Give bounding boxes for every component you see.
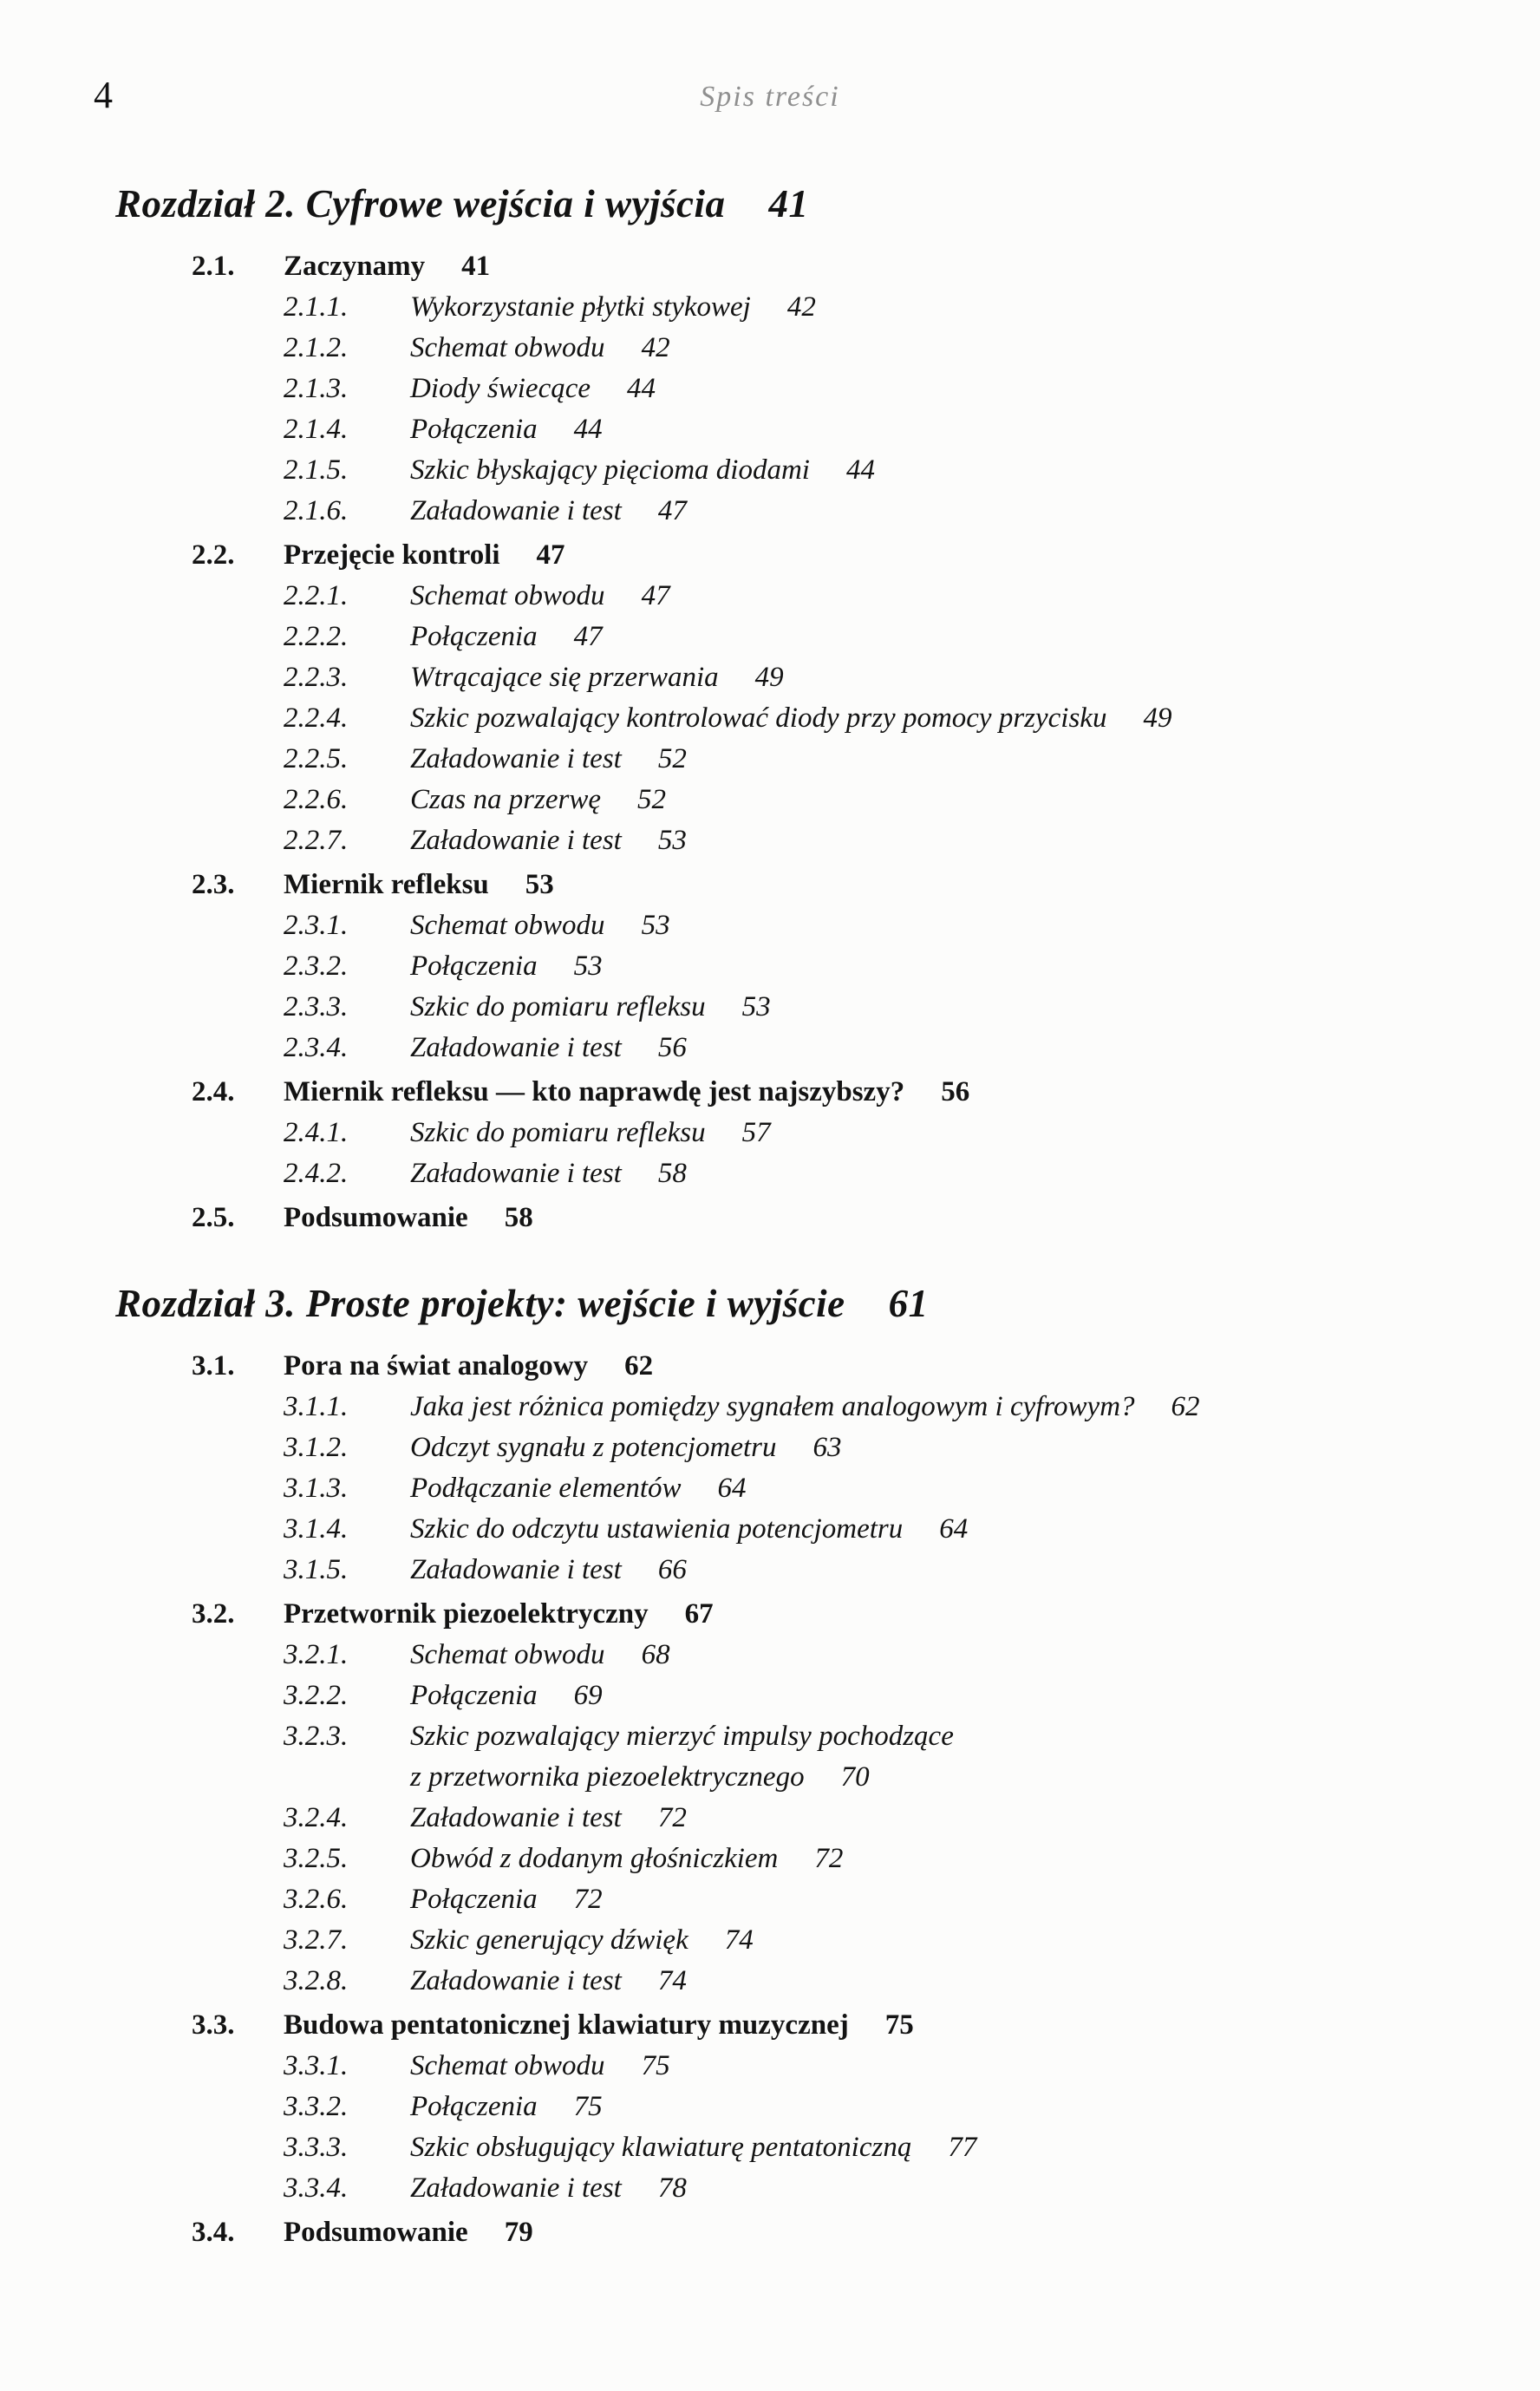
entry-page-number: 77 bbox=[948, 2132, 977, 2163]
entry-number: 2.2. bbox=[192, 539, 235, 571]
entry-title: Szkic obsługujący klawiaturę pentatoniczną 77 bbox=[410, 2132, 977, 2163]
entry-number: 3.4. bbox=[192, 2217, 235, 2248]
entry-title: Załadowanie i test 78 bbox=[410, 2172, 687, 2204]
toc-subsection-entry bbox=[0, 328, 1540, 369]
entry-page-number: 47 bbox=[657, 495, 687, 526]
entry-title: Pora na świat analogowy 62 bbox=[284, 1350, 654, 1382]
toc-subsection-entry bbox=[0, 1028, 1540, 1068]
toc-subsection-entry bbox=[0, 1961, 1540, 2002]
entry-page-number: 49 bbox=[1143, 702, 1172, 734]
entry-number: 2.5. bbox=[192, 1202, 235, 1233]
entry-number: 2.2.1. bbox=[284, 580, 349, 611]
entry-page-number: 74 bbox=[657, 1965, 687, 1996]
entry-page-number: 64 bbox=[717, 1473, 747, 1504]
toc-subsection-entry bbox=[0, 1387, 1540, 1427]
toc-section-entry bbox=[0, 1198, 1540, 1238]
entry-number: 2.3.3. bbox=[284, 991, 349, 1022]
entry-number: 3.1.1. bbox=[284, 1391, 349, 1422]
entry-title: Załadowanie i test 53 bbox=[410, 825, 687, 856]
entry-number: 3.2.3. bbox=[284, 1721, 349, 1752]
entry-title: Schemat obwodu 47 bbox=[410, 580, 670, 611]
toc-subsection-entry bbox=[0, 2046, 1540, 2087]
toc-subsection-entry bbox=[0, 409, 1540, 450]
entry-number: 2.3.1. bbox=[284, 910, 349, 941]
toc-subsection-entry bbox=[0, 987, 1540, 1028]
toc-subsection-entry bbox=[0, 617, 1540, 657]
entry-page-number: 67 bbox=[684, 1598, 714, 1630]
entry-number: 2.2.7. bbox=[284, 825, 349, 856]
entry-title: Połączenia 75 bbox=[410, 2091, 603, 2122]
chapter-entries bbox=[0, 1346, 1540, 2253]
entry-title: Przejęcie kontroli 47 bbox=[284, 539, 565, 571]
toc-section-entry bbox=[0, 865, 1540, 905]
entry-number: 3.2.7. bbox=[284, 1924, 349, 1956]
toc-subsection-entry bbox=[0, 1509, 1540, 1550]
entry-page-number: 75 bbox=[573, 2091, 603, 2122]
toc-subsection-entry bbox=[0, 698, 1540, 739]
entry-page-number: 49 bbox=[754, 662, 784, 693]
entry-page-number: 47 bbox=[641, 580, 670, 611]
entry-title: Podsumowanie 79 bbox=[284, 2217, 533, 2248]
entry-page-number: 79 bbox=[504, 2217, 533, 2248]
entry-title: Załadowanie i test 66 bbox=[410, 1554, 687, 1585]
entry-title: Wykorzystanie płytki stykowej 42 bbox=[410, 291, 816, 323]
entry-page-number: 42 bbox=[786, 291, 816, 323]
toc-section-entry bbox=[0, 1072, 1540, 1113]
entry-title: Połączenia 53 bbox=[410, 951, 603, 982]
entry-number: 3.3. bbox=[192, 2009, 235, 2041]
toc-subsection-entry bbox=[0, 1550, 1540, 1591]
entry-title: Szkic do pomiaru refleksu 57 bbox=[410, 1117, 771, 1148]
chapter-page-number: 61 bbox=[888, 1282, 929, 1325]
entry-number: 2.2.5. bbox=[284, 743, 349, 774]
entry-page-number: 47 bbox=[536, 539, 565, 571]
entry-page-number: 74 bbox=[724, 1924, 754, 1956]
toc-subsection-entry bbox=[0, 1798, 1540, 1839]
entry-number: 3.3.3. bbox=[284, 2132, 349, 2163]
entry-title: Załadowanie i test 52 bbox=[410, 743, 687, 774]
entry-title: Połączenia 44 bbox=[410, 414, 603, 445]
entry-title: Szkic do pomiaru refleksu 53 bbox=[410, 991, 771, 1022]
entry-number: 3.2. bbox=[192, 1598, 235, 1630]
entry-page-number: 62 bbox=[624, 1350, 654, 1382]
entry-page-number: 70 bbox=[840, 1761, 870, 1793]
entry-number: 3.2.6. bbox=[284, 1884, 349, 1915]
entry-number: 2.1.6. bbox=[284, 495, 349, 526]
entry-page-number: 57 bbox=[741, 1117, 771, 1148]
entry-number: 3.2.2. bbox=[284, 1680, 349, 1711]
entry-page-number: 56 bbox=[657, 1032, 687, 1063]
toc-subsection-entry bbox=[0, 905, 1540, 946]
entry-title: Szkic błyskający pięcioma diodami 44 bbox=[410, 454, 875, 486]
entry-page-number: 69 bbox=[573, 1680, 603, 1711]
toc-subsection-entry bbox=[0, 2168, 1540, 2209]
entry-page-number: 72 bbox=[657, 1802, 687, 1833]
entry-page-number: 64 bbox=[939, 1513, 969, 1545]
toc-subsection-entry bbox=[0, 1920, 1540, 1961]
entry-number: 3.1. bbox=[192, 1350, 235, 1382]
toc-subsection-entry bbox=[0, 287, 1540, 328]
entry-number: 3.2.5. bbox=[284, 1843, 349, 1874]
toc-subsection-entry bbox=[0, 1879, 1540, 1920]
entry-page-number: 58 bbox=[504, 1202, 533, 1233]
chapter-2-section bbox=[0, 180, 1540, 1238]
toc-subsection-entry bbox=[0, 780, 1540, 820]
running-head bbox=[0, 76, 1540, 116]
entry-page-number: 53 bbox=[525, 869, 554, 900]
entry-page-number: 68 bbox=[641, 1639, 670, 1670]
toc-section-entry bbox=[0, 246, 1540, 287]
entry-page-number: 66 bbox=[657, 1554, 687, 1585]
toc-subsection-entry bbox=[0, 1153, 1540, 1194]
entry-title: Załadowanie i test 74 bbox=[410, 1965, 687, 1996]
entry-number: 2.2.6. bbox=[284, 784, 349, 815]
toc-section-entry bbox=[0, 535, 1540, 576]
entry-page-number: 52 bbox=[637, 784, 667, 815]
toc-subsection-entry bbox=[0, 450, 1540, 491]
page-number: 4 bbox=[94, 74, 114, 116]
chapter-entries bbox=[0, 246, 1540, 1238]
entry-page-number: 53 bbox=[741, 991, 771, 1022]
entry-number: 3.3.4. bbox=[284, 2172, 349, 2204]
entry-title: Obwód z dodanym głośniczkiem 72 bbox=[410, 1843, 844, 1874]
entry-number: 2.1.1. bbox=[284, 291, 349, 323]
entry-title: Podsumowanie 58 bbox=[284, 1202, 533, 1233]
entry-number: 3.3.2. bbox=[284, 2091, 349, 2122]
entry-page-number: 53 bbox=[657, 825, 687, 856]
entry-number: 3.1.3. bbox=[284, 1473, 349, 1504]
entry-page-number: 52 bbox=[657, 743, 687, 774]
entry-title: Wtrącające się przerwania 49 bbox=[410, 662, 784, 693]
entry-title: Jaka jest różnica pomiędzy sygnałem analogowym i cyfrowym? 62 bbox=[410, 1391, 1200, 1422]
entry-title: Załadowanie i test 47 bbox=[410, 495, 687, 526]
entry-number: 3.3.1. bbox=[284, 2050, 349, 2081]
entry-page-number: 44 bbox=[573, 414, 603, 445]
toc-subsection-entry bbox=[0, 2127, 1540, 2168]
entry-title: Czas na przerwę 52 bbox=[410, 784, 667, 815]
entry-number: 2.1.5. bbox=[284, 454, 349, 486]
toc-subsection-entry bbox=[0, 739, 1540, 780]
entry-title: Szkic generujący dźwięk 74 bbox=[410, 1924, 754, 1956]
entry-page-number: 53 bbox=[641, 910, 670, 941]
entry-title: Schemat obwodu 75 bbox=[410, 2050, 670, 2081]
entry-number: 3.1.4. bbox=[284, 1513, 349, 1545]
toc-section-entry bbox=[0, 2005, 1540, 2046]
toc-subsection-entry bbox=[0, 2087, 1540, 2127]
entry-title: Odczyt sygnału z potencjometru 63 bbox=[410, 1432, 842, 1463]
chapter-title: Rozdział 2. Cyfrowe wejścia i wyjścia bbox=[115, 182, 726, 225]
toc-subsection-entry bbox=[0, 1427, 1540, 1468]
entry-title: Schemat obwodu 42 bbox=[410, 332, 670, 363]
entry-title: Szkic pozwalający kontrolować diody przy pomocy przycisku 49 bbox=[410, 702, 1172, 734]
toc-section-entry bbox=[0, 2212, 1540, 2253]
chapter-heading bbox=[115, 180, 1540, 227]
entry-number: 3.1.5. bbox=[284, 1554, 349, 1585]
entry-page-number: 53 bbox=[573, 951, 603, 982]
toc-subsection-entry bbox=[0, 1113, 1540, 1153]
entry-title: Połączenia 72 bbox=[410, 1884, 603, 1915]
toc-section-entry bbox=[0, 1594, 1540, 1635]
entry-number: 3.2.4. bbox=[284, 1802, 349, 1833]
entry-page-number: 72 bbox=[573, 1884, 603, 1915]
entry-title: Szkic pozwalający mierzyć impulsy pochodzące z przetwornika piezoelektrycznego 70 bbox=[410, 1721, 954, 1793]
entry-page-number: 44 bbox=[845, 454, 875, 486]
entry-page-number: 47 bbox=[573, 621, 603, 652]
entry-page-number: 63 bbox=[812, 1432, 842, 1463]
entry-number: 3.2.1. bbox=[284, 1639, 349, 1670]
entry-page-number: 42 bbox=[641, 332, 670, 363]
entry-title: Zaczynamy 41 bbox=[284, 251, 491, 282]
entry-page-number: 78 bbox=[657, 2172, 687, 2204]
entry-number: 2.3. bbox=[192, 869, 235, 900]
toc-subsection-entry bbox=[0, 1839, 1540, 1879]
entry-page-number: 75 bbox=[641, 2050, 670, 2081]
entry-page-number: 72 bbox=[814, 1843, 844, 1874]
toc-subsection-entry bbox=[0, 1635, 1540, 1676]
entry-title: Schemat obwodu 53 bbox=[410, 910, 670, 941]
entry-number: 3.1.2. bbox=[284, 1432, 349, 1463]
table-of-contents bbox=[0, 180, 1540, 2253]
entry-number: 2.1.4. bbox=[284, 414, 349, 445]
entry-number: 2.4. bbox=[192, 1076, 235, 1107]
entry-title: Załadowanie i test 56 bbox=[410, 1032, 687, 1063]
entry-title: Połączenia 69 bbox=[410, 1680, 603, 1711]
entry-title: Przetwornik piezoelektryczny 67 bbox=[284, 1598, 714, 1630]
entry-page-number: 58 bbox=[657, 1158, 687, 1189]
entry-number: 3.2.8. bbox=[284, 1965, 349, 1996]
chapter-title: Rozdział 3. Proste projekty: wejście i wyjście bbox=[115, 1282, 845, 1325]
entry-number: 2.1.3. bbox=[284, 373, 349, 404]
entry-page-number: 56 bbox=[941, 1076, 970, 1107]
chapter-page-number: 41 bbox=[768, 182, 809, 225]
entry-number: 2.3.2. bbox=[284, 951, 349, 982]
toc-subsection-entry bbox=[0, 576, 1540, 617]
toc-subsection-entry bbox=[0, 657, 1540, 698]
entry-number: 2.3.4. bbox=[284, 1032, 349, 1063]
chapter-heading bbox=[115, 1280, 1540, 1327]
entry-title: Budowa pentatonicznej klawiatury muzycznej 75 bbox=[284, 2009, 914, 2041]
entry-page-number: 62 bbox=[1171, 1391, 1200, 1422]
entry-page-number: 75 bbox=[884, 2009, 914, 2041]
entry-title: Schemat obwodu 68 bbox=[410, 1639, 670, 1670]
entry-number: 2.1. bbox=[192, 251, 235, 282]
toc-subsection-entry bbox=[0, 369, 1540, 409]
entry-number: 2.1.2. bbox=[284, 332, 349, 363]
entry-number: 2.2.3. bbox=[284, 662, 349, 693]
entry-title: Załadowanie i test 72 bbox=[410, 1802, 687, 1833]
entry-page-number: 44 bbox=[627, 373, 656, 404]
chapter-3-section bbox=[0, 1280, 1540, 2253]
toc-subsection-entry bbox=[0, 1716, 1540, 1798]
entry-title: Połączenia 47 bbox=[410, 621, 603, 652]
entry-title: Miernik refleksu 53 bbox=[284, 869, 554, 900]
entry-number: 2.4.2. bbox=[284, 1158, 349, 1189]
toc-subsection-entry bbox=[0, 1468, 1540, 1509]
toc-section-entry bbox=[0, 1346, 1540, 1387]
toc-subsection-entry bbox=[0, 491, 1540, 532]
toc-subsection-entry bbox=[0, 946, 1540, 987]
toc-subsection-entry bbox=[0, 820, 1540, 861]
entry-title: Podłączanie elementów 64 bbox=[410, 1473, 747, 1504]
running-header-title: Spis treści bbox=[700, 81, 840, 113]
entry-number: 2.2.2. bbox=[284, 621, 349, 652]
entry-title: Miernik refleksu — kto naprawdę jest najszybszy? 56 bbox=[284, 1076, 970, 1107]
entry-title: Załadowanie i test 58 bbox=[410, 1158, 687, 1189]
entry-title: Diody świecące 44 bbox=[410, 373, 656, 404]
entry-title: Szkic do odczytu ustawienia potencjometru 64 bbox=[410, 1513, 969, 1545]
entry-number: 2.2.4. bbox=[284, 702, 349, 734]
toc-subsection-entry bbox=[0, 1676, 1540, 1716]
entry-number: 2.4.1. bbox=[284, 1117, 349, 1148]
entry-page-number: 41 bbox=[461, 251, 491, 282]
